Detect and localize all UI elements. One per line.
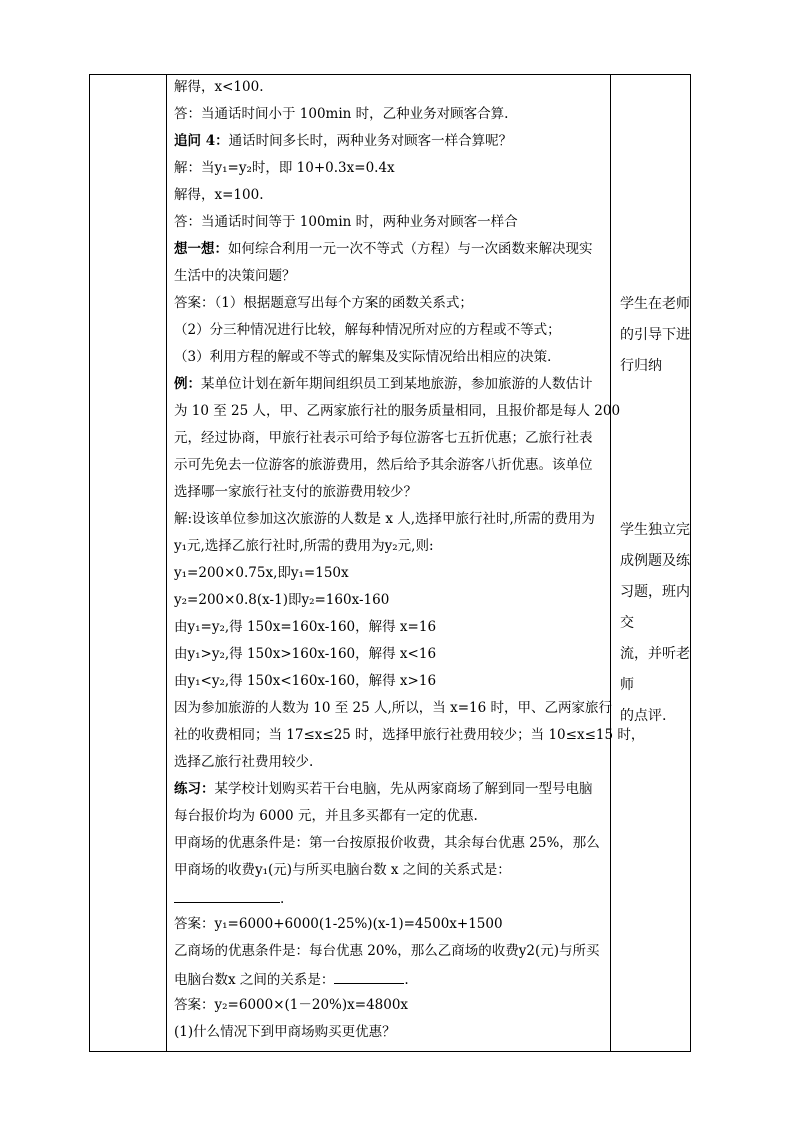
text-line: 选择哪一家旅行社支付的旅游费用较少？ (174, 484, 417, 500)
question-text: 电脑台数x 之间的关系是： (174, 972, 335, 988)
student-activity-note-2 (620, 515, 690, 732)
note-line: 学生在老师 (620, 296, 690, 312)
text-line: 解得，x=100. (174, 187, 264, 203)
text-line (174, 240, 593, 258)
text-line: 由y₁=y₂,得 150x=160x-160，解得 x=16 (174, 619, 437, 635)
note-line: 的引导下进 (620, 327, 690, 343)
text-line: 社的收费相同；当 17≤x≤25 时，选择甲旅行社费用较少；当 10≤x≤15 时， (174, 727, 645, 743)
lesson-table (89, 74, 691, 1052)
text-line: 解得，x<100. (174, 79, 264, 95)
note-line: 流，并听老师 (620, 646, 690, 693)
label-xiangyixiang: 想一想： (174, 241, 228, 257)
text-line: y₂=200×0.8(x-1)即y₂=160x-160 (174, 592, 390, 608)
text-line (174, 132, 512, 150)
text-line: 答案：y₂=6000×(1－20%)x=4800x (174, 997, 409, 1013)
text-line: y₁=200×0.75x,即y₁=150x (174, 565, 349, 581)
blank-period: . (280, 891, 285, 907)
text-line: 为 10 至 25 人，甲、乙两家旅行社的服务质量相同，且报价都是每人 200 (174, 403, 621, 419)
text-line: （3）利用方程的解或不等式的解集及实际情况给出相应的决策． (174, 349, 561, 365)
note-line: 成例题及练 (620, 553, 690, 569)
text-line (174, 375, 593, 393)
text-line: 乙商场的优惠条件是：每台优惠 20%，那么乙商场的收费y2(元)与所买 (174, 943, 600, 959)
text-line: 每台报价均为 6000 元，并且多买都有一定的优惠. (174, 808, 478, 824)
text-line: 甲商场的优惠条件是：第一台按原报价收费，其余每台优惠 25%，那么 (174, 835, 600, 851)
text-line: 选择乙旅行社费用较少. (174, 754, 314, 770)
question-text: 如何综合利用一元一次不等式（方程）与一次函数来解决现实 (228, 241, 593, 257)
text-line: 由y₁<y₂,得 150x<160x-160，解得 x>16 (174, 673, 437, 689)
label-li: 例： (174, 376, 201, 392)
column-divider-left (166, 75, 167, 1051)
text-line (174, 969, 409, 989)
text-line: 甲商场的收费y₁(元)与所买电脑台数 x 之间的关系式是： (174, 862, 511, 878)
example-text: 某单位计划在新年期间组织员工到某地旅游，参加旅游的人数估计 (201, 376, 593, 392)
text-line: 答：当通话时间等于 100min 时，两种业务对顾客一样合 (174, 214, 518, 230)
text-line: 元，经过协商，甲旅行社表示可给予每位游客七五折优惠；乙旅行社表 (174, 430, 593, 446)
text-line: 答案：y₁=6000+6000(1-25%)(x-1)=4500x+1500 (174, 916, 503, 932)
blank-period: . (404, 972, 409, 988)
text-line: 答：当通话时间小于 100min 时，乙种业务对顾客合算. (174, 106, 509, 122)
text-line: 答案：（1）根据题意写出每个方案的函数关系式； (174, 295, 473, 311)
label-zhuiwen4: 追问 4： (174, 133, 229, 149)
text-line (174, 888, 284, 908)
text-line: (1)什么情况下到甲商场购买更优惠？ (174, 1024, 396, 1040)
question-text: 通话时间多长时，两种业务对顾客一样合算呢？ (228, 133, 513, 149)
text-line: 解：当y₁=y₂时，即 10+0.3x=0.4x (174, 160, 395, 176)
text-line: 因为参加旅游的人数为 10 至 25 人,所以，当 x=16 时，甲、乙两家旅行 (174, 700, 612, 716)
text-line: 示可先免去一位游客的旅游费用，然后给予其余游客八折优惠。该单位 (174, 457, 593, 473)
note-line: 学生独立完 (620, 522, 690, 538)
column-divider-right (610, 75, 611, 1051)
answer-blank (334, 969, 404, 984)
exercise-text: 某学校计划购买若干台电脑，先从两家商场了解到同一型号电脑 (214, 781, 593, 797)
label-lianxi: 练习： (174, 781, 215, 797)
text-line: 解:设该单位参加这次旅游的人数是 x 人,选择甲旅行社时,所需的费用为 (174, 511, 595, 527)
note-line: 习题，班内交 (620, 584, 690, 631)
text-line: 生活中的决策问题？ (174, 268, 296, 284)
student-activity-note-1 (620, 289, 690, 382)
text-line: （2）分三种情况进行比较，解每种情况所对应的方程或不等式； (174, 322, 561, 338)
note-line: 行归纳 (620, 358, 662, 374)
answer-blank (174, 888, 280, 903)
text-line (174, 780, 593, 798)
note-line: 的点评. (620, 708, 667, 724)
text-line: y₁元,选择乙旅行社时,所需的费用为y₂元,则: (174, 538, 434, 554)
text-line: 由y₁>y₂,得 150x>160x-160，解得 x<16 (174, 646, 437, 662)
